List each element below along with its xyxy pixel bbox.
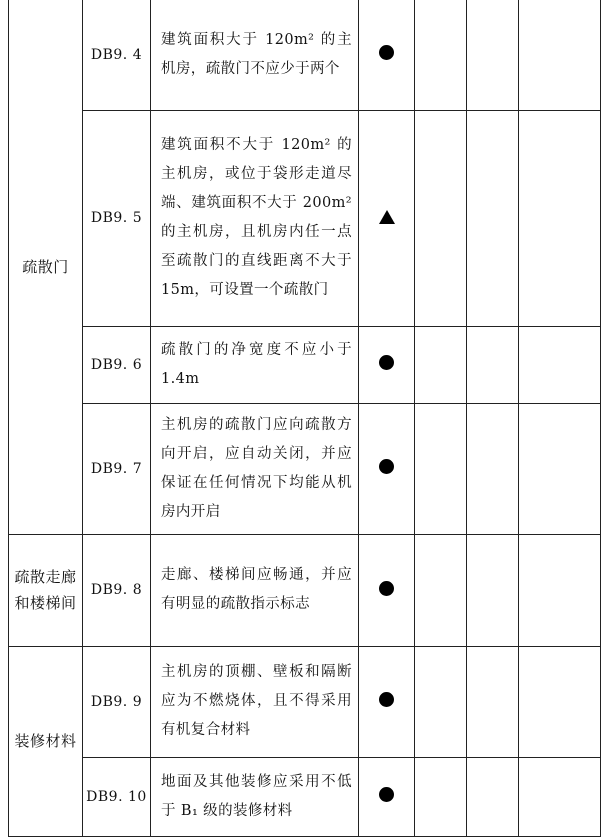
filled-circle-icon — [379, 459, 394, 474]
code-cell — [83, 403, 151, 534]
filled-circle-icon — [379, 355, 394, 370]
blank-cell — [467, 326, 519, 403]
filled-circle-icon — [379, 45, 394, 60]
item-code: DB9. 8 — [90, 582, 143, 599]
code-cell — [83, 326, 151, 403]
category-cell-evac-door — [9, 0, 83, 534]
table-row — [9, 326, 601, 403]
item-code: DB9. 10 — [86, 788, 147, 805]
table-row — [9, 534, 601, 646]
importance-cell — [359, 757, 415, 836]
table-row — [9, 757, 601, 836]
blank-cell — [467, 403, 519, 534]
blank-cell — [467, 0, 519, 110]
blank-cell — [519, 646, 601, 757]
blank-cell — [415, 534, 467, 646]
table-row — [9, 646, 601, 757]
code-cell — [83, 646, 151, 757]
importance-cell — [359, 403, 415, 534]
importance-cell — [359, 646, 415, 757]
importance-cell — [359, 0, 415, 110]
requirement-cell — [151, 646, 359, 757]
blank-cell — [519, 326, 601, 403]
blank-cell — [519, 110, 601, 326]
code-cell — [83, 110, 151, 326]
blank-cell — [415, 0, 467, 110]
category-label-line: 和楼梯间 — [14, 594, 77, 613]
requirement-text: 主机房的疏散门应向疏散方向开启，应自动关闭，并应保证在任何情况下均能从机房内开启 — [161, 416, 352, 520]
requirement-text: 建筑面积不大于 120m² 的主机房，或位于袋形走道尽端、建筑面积不大于 200m² 的主机房，且机房内任一点至疏散门的直线距离不大于 15m，可设置一个疏散门 — [161, 137, 352, 299]
blank-cell — [415, 757, 467, 836]
filled-circle-icon — [379, 692, 394, 707]
requirement-text: 走廊、楼梯间应畅通，并应有明显的疏散指示标志 — [161, 567, 352, 613]
requirement-cell — [151, 403, 359, 534]
item-code: DB9. 5 — [90, 210, 143, 227]
category-cell-decoration — [9, 646, 83, 836]
blank-cell — [415, 110, 467, 326]
importance-cell — [359, 326, 415, 403]
code-cell — [83, 534, 151, 646]
blank-cell — [519, 0, 601, 110]
blank-cell — [467, 646, 519, 757]
blank-cell — [467, 110, 519, 326]
category-cell-evac-corridor — [9, 534, 83, 646]
table-row — [9, 0, 601, 110]
code-cell — [83, 0, 151, 110]
requirement-cell — [151, 326, 359, 403]
requirement-text: 地面及其他装修应采用不低于 B₁ 级的装修材料 — [161, 773, 352, 819]
category-label: 装修材料 — [14, 732, 77, 751]
blank-cell — [415, 646, 467, 757]
blank-cell — [519, 534, 601, 646]
filled-circle-icon — [379, 581, 394, 596]
item-code: DB9. 6 — [90, 356, 143, 373]
item-code: DB9. 7 — [90, 460, 143, 477]
blank-cell — [519, 403, 601, 534]
requirement-cell — [151, 110, 359, 326]
requirement-cell — [151, 757, 359, 836]
blank-cell — [415, 403, 467, 534]
blank-cell — [415, 326, 467, 403]
importance-cell — [359, 110, 415, 326]
requirement-cell — [151, 0, 359, 110]
table-row — [9, 403, 601, 534]
inspection-table — [8, 0, 601, 837]
blank-cell — [467, 757, 519, 836]
item-code: DB9. 9 — [90, 693, 143, 710]
requirement-cell — [151, 534, 359, 646]
blank-cell — [519, 757, 601, 836]
requirement-text: 疏散门的净宽度不应小于 1.4m — [161, 341, 352, 387]
requirement-text: 建筑面积大于 120m² 的主机房，疏散门不应少于两个 — [161, 31, 352, 77]
blank-cell — [467, 534, 519, 646]
item-code: DB9. 4 — [90, 46, 143, 63]
importance-cell — [359, 534, 415, 646]
category-label-line: 疏散走廊 — [14, 568, 77, 587]
filled-circle-icon — [379, 787, 394, 802]
table-row — [9, 110, 601, 326]
filled-triangle-icon — [379, 210, 395, 224]
code-cell — [83, 757, 151, 836]
requirement-text: 主机房的顶棚、壁板和隔断应为不燃烧体，且不得采用有机复合材料 — [161, 664, 352, 739]
category-label: 疏散门 — [22, 257, 69, 276]
